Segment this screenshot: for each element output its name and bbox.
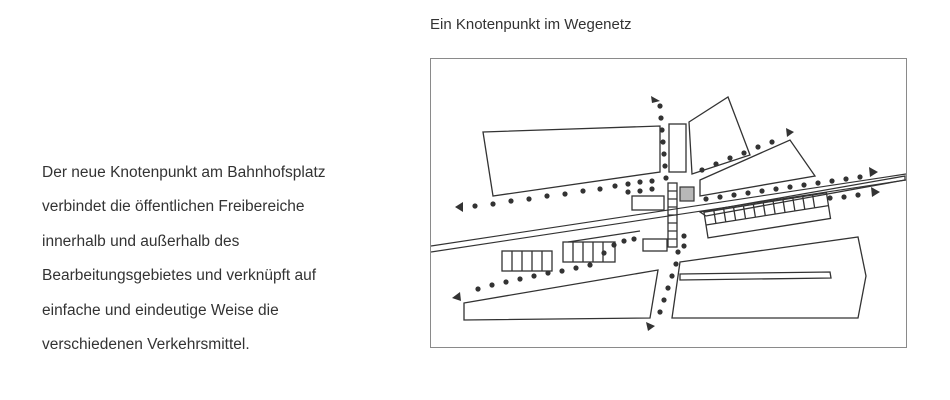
description-line: innerhalb und außerhalb des [42,232,240,250]
path-dots-south-west [475,236,636,291]
arrow-north-icon [651,96,660,103]
description-line: einfache und eindeutige Weise die [42,301,279,319]
arrow-east-icon [869,167,878,177]
arrow-west-icon [455,202,463,212]
arrow-north-east-icon [786,128,794,137]
arrow-south-icon [646,322,655,331]
arrow-east-lower-icon [871,187,880,197]
block-north-strip [669,124,686,172]
building-blocks [464,97,905,320]
description-line: verbindet die öffentlichen Freibereiche [42,198,305,216]
path-dots-west [472,178,654,208]
parking-row-south-west-2 [563,242,615,262]
kiosk-highlight [680,187,694,201]
site-plan [431,59,906,347]
block-north-west [483,126,660,196]
parking-row-east [704,193,831,238]
arrow-south-west-icon [452,292,461,301]
block-small-south [643,239,667,251]
parking-row-south-west-1 [502,251,552,271]
description-line: Bearbeitungsgebietes und verknüpft auf [42,267,317,285]
railway-track [568,231,640,242]
block-south-west [464,270,658,320]
description-text [42,156,402,362]
description-line: Der neue Knotenpunkt am Bahnhofsplatz [42,164,326,181]
description-line: verschiedenen Verkehrsmittel. [42,336,250,354]
path-dots-north [657,103,668,180]
parking-rows [502,193,831,271]
diagram-caption: Ein Knotenpunkt im Wegenetz [430,16,632,33]
block-south-east [672,237,866,318]
footpath-curve [680,272,831,280]
block-small-west [632,196,664,210]
crossing-strip [668,183,677,247]
network-diagram [430,58,907,348]
